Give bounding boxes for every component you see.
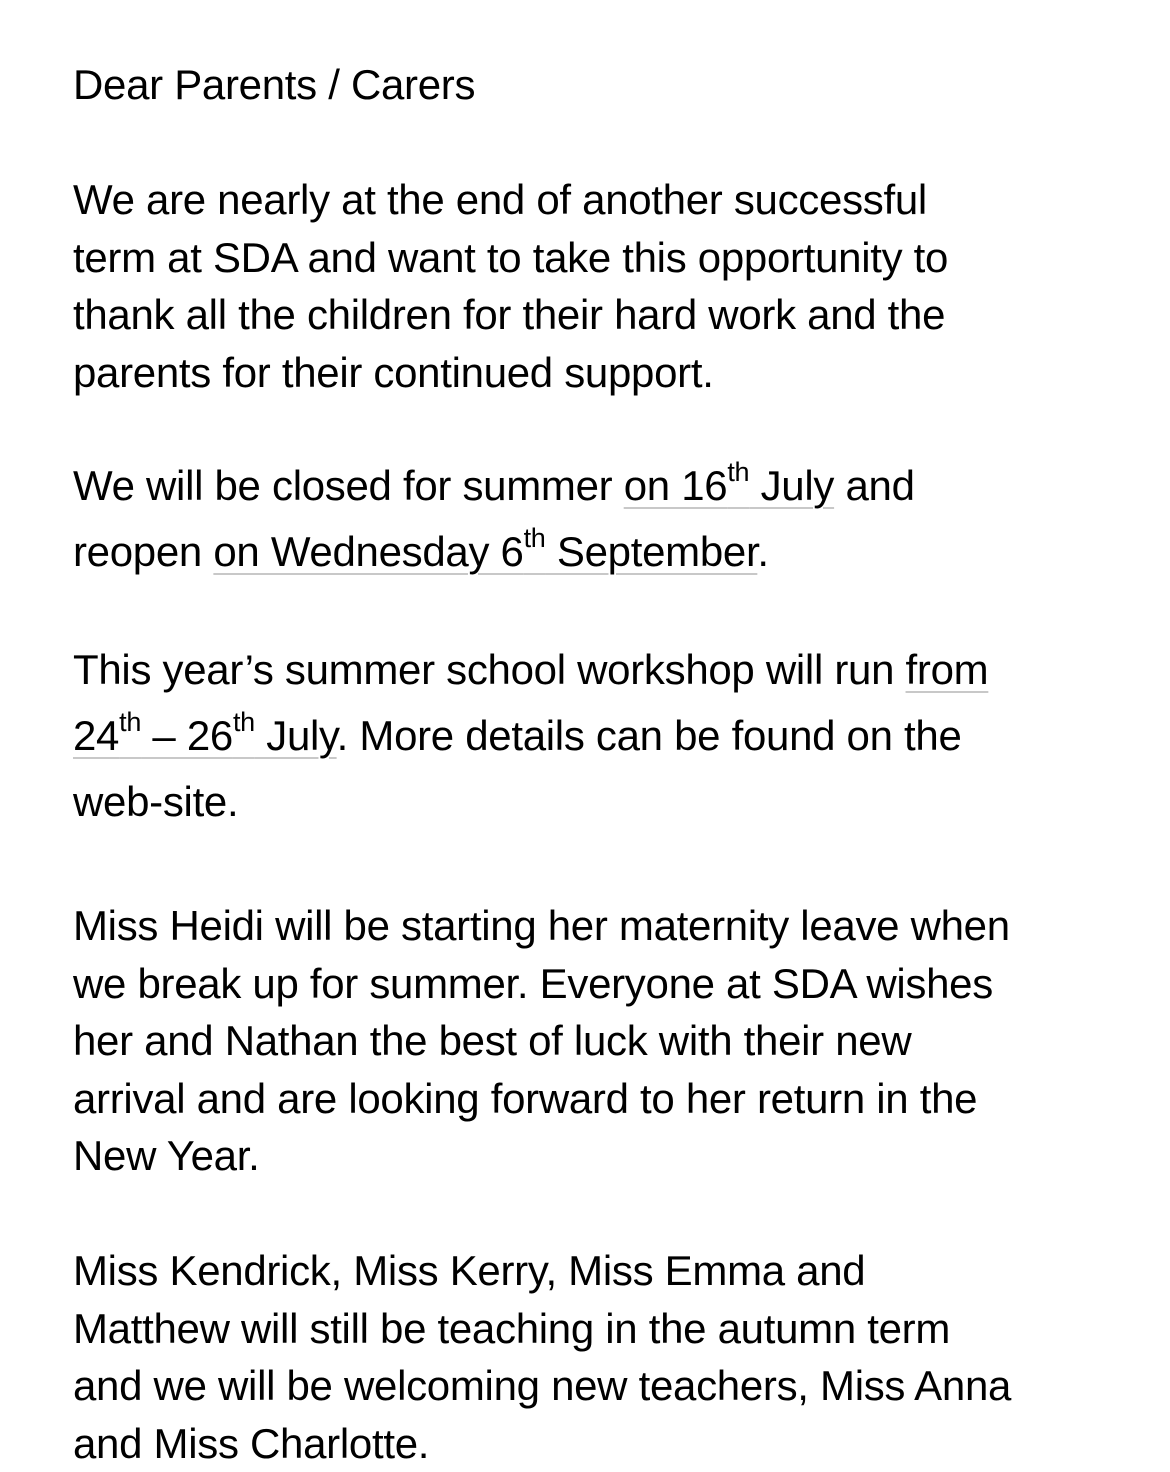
workshop-dates-c: – 26 xyxy=(141,712,233,759)
p2-text-3: reopen xyxy=(73,528,214,575)
close-date-a: on 16 xyxy=(623,462,728,509)
paragraph-teachers xyxy=(73,1242,1133,1472)
p2-text-2: and xyxy=(834,462,915,509)
reopen-date-a: on Wednesday 6 xyxy=(213,528,524,575)
p3-text-1: This year’s summer school workshop will run xyxy=(73,646,906,693)
workshop-dates-b: 24 xyxy=(73,712,120,759)
workshop-dates-a: from xyxy=(905,646,989,693)
close-date-b: July xyxy=(749,462,835,509)
p4-line-5: New Year. xyxy=(73,1132,260,1179)
salutation xyxy=(73,56,1133,114)
close-date-sup: th xyxy=(727,457,750,487)
paragraph-term-thanks xyxy=(73,171,1133,401)
workshop-dates-sup-1: th xyxy=(119,707,142,737)
paragraph-closing-dates xyxy=(73,453,1133,585)
paragraph-maternity-leave xyxy=(73,897,1133,1185)
p5-line-1: Miss Kendrick, Miss Kerry, Miss Emma and xyxy=(73,1247,866,1294)
p3-text-3: web-site. xyxy=(73,778,239,825)
reopen-date[interactable] xyxy=(213,523,758,575)
p5-line-2: Matthew will still be teaching in the autumn term xyxy=(73,1304,951,1352)
p3-text-2: . More details can be found on the xyxy=(336,712,962,759)
reopen-date-sup: th xyxy=(523,523,546,553)
workshop-dates-d: July xyxy=(254,712,337,759)
salutation-text: Dear Parents / Carers xyxy=(73,61,476,108)
p5-line-3: and we will be welcoming new teachers, Miss Anna xyxy=(73,1362,1012,1409)
paragraph-summer-school xyxy=(73,637,1133,835)
p1-line-1: We are nearly at the end of another successful xyxy=(73,176,927,223)
p1-line-2: term at SDA and want to take this opportunity to xyxy=(73,233,949,281)
p1-line-4: parents for their continued support. xyxy=(73,348,714,396)
p4-line-4: arrival and are looking forward to her return in the xyxy=(73,1074,978,1122)
p1-line-3: thank all the children for their hard work and the xyxy=(73,291,946,338)
letter-body xyxy=(73,56,1133,1472)
p4-line-2: we break up for summer. Everyone at SDA wishes xyxy=(73,959,993,1007)
reopen-date-b: September xyxy=(545,528,758,575)
p5-line-4: and Miss Charlotte. xyxy=(73,1419,430,1467)
workshop-dates-sup-2: th xyxy=(232,707,255,737)
p4-line-3: her and Nathan the best of luck with their new xyxy=(73,1017,912,1064)
p2-text-1: We will be closed for summer xyxy=(73,462,624,509)
p2-text-4: . xyxy=(757,528,769,575)
p4-line-1: Miss Heidi will be starting her maternity leave when xyxy=(73,902,1010,949)
close-date[interactable] xyxy=(623,457,835,509)
